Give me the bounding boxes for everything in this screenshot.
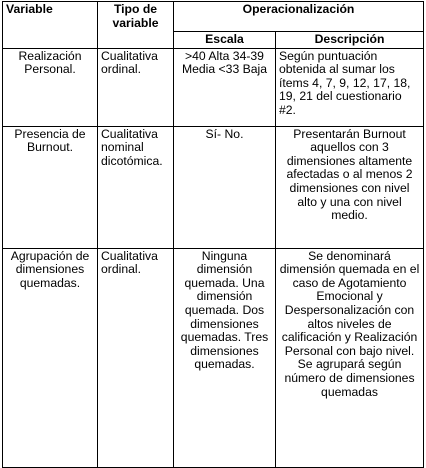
cell-escala: Ninguna dimensión quemada. Una dimensión quemada. Dos dimensiones quemadas. Tres dimensiones quemadas. bbox=[174, 248, 276, 467]
cell-tipo: Cualitativa nominal dicotómica. bbox=[98, 126, 174, 248]
header-operacionalizacion: Operacionalización bbox=[174, 2, 424, 32]
cell-descripcion: Se denominará dimensión quemada en el caso de Agotamiento Emocional y Despersonalización con altos niveles de calificación y Realización Personal con bajo nivel. Se agrupará según número de dimensiones quemadas bbox=[276, 248, 424, 467]
cell-variable: Agrupación de dimensiones quemadas. bbox=[3, 248, 98, 467]
header-descripcion: Descripción bbox=[276, 32, 424, 49]
cell-descripcion: Presentarán Burnout aquellos con 3 dimensiones altamente afectadas o al menos 2 dimensiones con nivel alto y una con nivel medio. bbox=[276, 126, 424, 248]
cell-tipo: Cualitativa ordinal. bbox=[98, 248, 174, 467]
header-row bbox=[3, 2, 424, 32]
cell-escala: Sí- No. bbox=[174, 126, 276, 248]
operationalization-table bbox=[2, 1, 424, 468]
table-row bbox=[3, 248, 424, 467]
header-variable: Variable bbox=[3, 2, 98, 49]
cell-variable: Presencia de Burnout. bbox=[3, 126, 98, 248]
table-row bbox=[3, 126, 424, 248]
cell-descripcion: Según puntuación obtenida al sumar los ítems 4, 7, 9, 12, 17, 18, 19, 21 del cuestionario #2. bbox=[276, 48, 424, 126]
cell-tipo: Cualitativa ordinal. bbox=[98, 48, 174, 126]
cell-variable: Realización Personal. bbox=[3, 48, 98, 126]
header-tipo-variable: Tipo de variable bbox=[98, 2, 174, 49]
header-escala: Escala bbox=[174, 32, 276, 49]
cell-escala: >40 Alta 34-39 Media <33 Baja bbox=[174, 48, 276, 126]
table-row bbox=[3, 48, 424, 126]
